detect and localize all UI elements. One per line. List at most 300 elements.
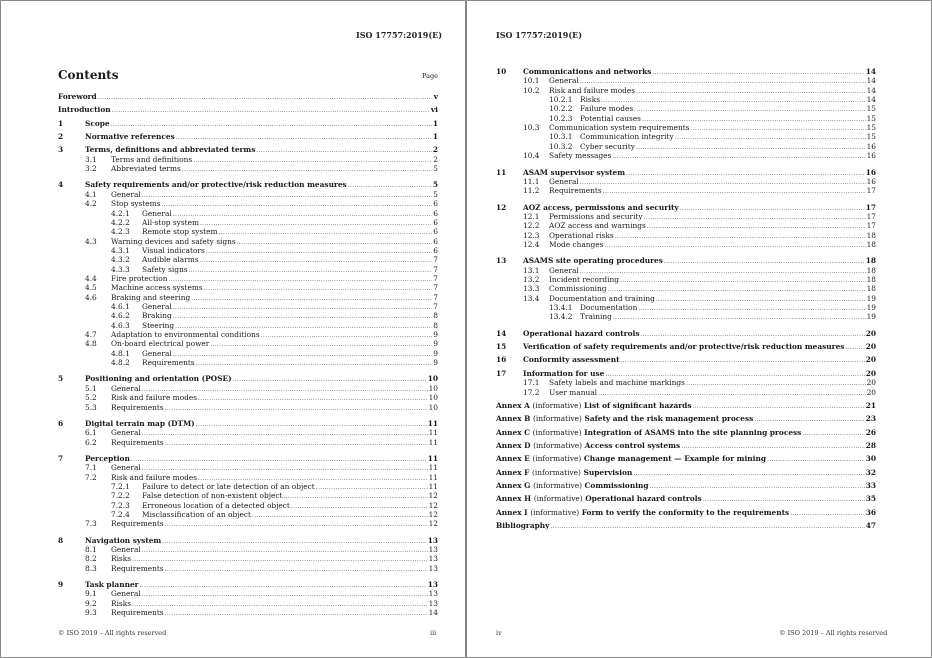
toc-entry-title [496, 468, 632, 478]
toc-leader-dots [633, 469, 864, 479]
toc-entry-page: 18 [866, 284, 876, 294]
toc-entry-number: 13.4.2 [549, 312, 573, 322]
toc-entry-title: Scope [85, 118, 110, 128]
toc-entry-title: Training [580, 312, 612, 322]
toc-entry[interactable] [58, 119, 438, 129]
toc-entry-title: Risks [580, 95, 600, 105]
toc-entry-page: 10 [428, 402, 438, 412]
toc-entry-number: 10.2.3 [549, 113, 573, 123]
toc-entry[interactable] [496, 355, 876, 365]
toc-leader-dots [613, 313, 866, 323]
toc-entry-title: Incident recording [549, 275, 619, 284]
toc-entry-title: Requirements [111, 402, 164, 412]
toc-leader-dots [703, 495, 865, 505]
toc-entry-page: 11 [428, 481, 438, 491]
toc-entry-number: 7.2.4 [111, 510, 130, 519]
toc-title-text: List of significant hazards [583, 400, 692, 410]
toc-title-text: Form to verify the conformity to the requirements [581, 507, 790, 517]
toc-entry-number: 7.2.2 [111, 491, 130, 501]
toc-entry-page: 14 [428, 608, 438, 618]
toc-entry-title: ASAM supervisor system [523, 167, 626, 177]
toc-entry[interactable] [58, 132, 438, 142]
toc-entry-number: 4.8.2 [111, 358, 130, 368]
toc-entry-page: 1 [432, 132, 438, 142]
toc-entry-title: Remote stop system [142, 227, 218, 237]
toc-entry-title: Introduction [58, 105, 111, 115]
toc-entry[interactable] [58, 438, 438, 448]
toc-entry-title: General [111, 189, 141, 199]
toc-entry-page: 13 [427, 535, 438, 545]
toc-entry-number: 4.1 [85, 189, 97, 199]
toc-entry-title [496, 508, 789, 518]
toc-entry-title: Foreword [58, 92, 97, 101]
toc-entry[interactable] [496, 428, 876, 438]
toc-entry-page: 10 [428, 393, 438, 403]
toc-entry-number: 17.2 [523, 387, 540, 397]
toc-entry-number: 4.7 [85, 330, 97, 340]
toc-title-text: Operational hazard controls [585, 494, 702, 504]
document-page-iv [467, 1, 931, 657]
toc-title-text: Access control systems [584, 440, 681, 450]
toc-entry-title [496, 454, 766, 464]
toc-entry-page: 13 [427, 580, 438, 590]
toc-entry-title: Mode changes [549, 239, 604, 249]
toc-entry-page: 11 [428, 428, 438, 438]
toc-entry-number: 3 [58, 145, 64, 155]
toc-leader-dots [767, 455, 865, 465]
toc-entry-page: 15 [866, 104, 876, 114]
toc-entry-page: 9 [433, 339, 438, 349]
toc-annex-note: (informative) [532, 454, 582, 464]
toc-leader-dots [640, 330, 864, 340]
copyright-footer: © ISO 2019 – All rights reserved [58, 629, 167, 637]
page-header: ISO 17757:2019(E) [496, 30, 582, 40]
toc-entry-page: 11 [428, 472, 438, 482]
toc-entry-page: 14 [866, 76, 876, 86]
toc-entry-title: Communication integrity [580, 132, 674, 142]
toc-entry[interactable] [496, 454, 876, 464]
toc-entry-number: 5.2 [85, 393, 97, 403]
toc-annex-label: Annex C [496, 427, 531, 437]
toc-entry-number: 13.3 [523, 284, 540, 294]
toc-entry-page: 5 [432, 180, 438, 190]
toc-title-text: Integration of ASAMS into the site planning process [584, 427, 802, 437]
toc-entry-title: Braking and steering [111, 292, 191, 302]
toc-entry-title: Risk and failure modes [549, 85, 636, 95]
toc-entry-number: 4.2.2 [111, 217, 130, 227]
toc-entry[interactable] [496, 329, 876, 339]
toc-entry-number: 4.4 [85, 273, 97, 283]
toc-entry-page: 12 [428, 519, 438, 529]
toc-entry[interactable] [496, 186, 876, 196]
toc-entry-page: 9 [433, 348, 438, 358]
toc-entry-title [496, 494, 702, 504]
toc-entry-title: Requirements [111, 563, 164, 573]
toc-entry-number: 13.1 [523, 265, 540, 275]
toc-entry-number: 6.1 [85, 428, 97, 438]
toc-entry-number: 7.2.3 [111, 500, 130, 510]
toc-entry-title [496, 441, 680, 451]
toc-entry-page: 7 [433, 273, 438, 283]
toc-entry-title: Risk and failure modes [111, 472, 198, 482]
toc-entry-number: 1 [58, 118, 64, 128]
toc-entry-number: 11.2 [523, 186, 540, 196]
page-number: iii [430, 629, 437, 637]
toc-entry-title: False detection of non-existent object [142, 491, 283, 501]
toc-entry-number: 5.1 [85, 383, 97, 393]
toc-entry-number: 10.3.2 [549, 141, 573, 151]
toc-entry-number: 4.2 [85, 199, 97, 209]
toc-entry-number: 8 [58, 535, 64, 545]
toc-annex-note: (informative) [532, 400, 582, 410]
toc-annex-label: Annex F [496, 467, 530, 477]
toc-entry-number: 4.3.3 [111, 264, 130, 274]
toc-entry-number: 10.1 [523, 76, 540, 86]
toc-entry-page: 28 [865, 440, 876, 450]
toc-entry[interactable] [58, 403, 438, 413]
toc-entry-title [496, 401, 692, 411]
toc-entry-number: 10.2.1 [549, 95, 573, 105]
toc-entry-page: 11 [427, 418, 438, 428]
toc-entry-number: 4.8.1 [111, 348, 130, 358]
toc-entry-page: 12 [428, 491, 438, 501]
toc-leader-dots [165, 565, 428, 575]
toc-entry-page: 15 [866, 132, 876, 142]
toc-leader-dots [693, 402, 865, 412]
contents-heading: Contents [58, 68, 119, 82]
toc-entry-number: 3.2 [85, 164, 97, 174]
toc-entry-title: General [111, 589, 141, 599]
toc-entry-title: Terms, definitions and abbreviated terms [85, 145, 256, 155]
toc-entry-number: 4.6 [85, 292, 97, 302]
toc-entry-page: 14 [866, 85, 876, 95]
toc-entry-number: 4.2.3 [111, 227, 130, 237]
toc-entry-number: 7.2.1 [111, 481, 130, 491]
toc-entry-number: 7 [58, 453, 64, 463]
toc-leader-dots [845, 343, 864, 353]
toc-entry-number: 3.1 [85, 154, 97, 164]
toc-entry-page: 8 [433, 311, 438, 321]
toc-entry-title: Operational hazard controls [523, 328, 640, 338]
toc-entry-page: 13 [428, 545, 438, 555]
toc-entry-title: Safety signs [142, 264, 188, 274]
toc-entry[interactable] [496, 441, 876, 451]
toc-entry-title: Risks [111, 598, 131, 608]
toc-leader-dots [790, 509, 865, 519]
toc-entry-page: 18 [866, 239, 876, 249]
toc-entry-number: 12.1 [523, 211, 540, 221]
toc-entry-number: 5.3 [85, 402, 97, 412]
toc-entry[interactable] [496, 521, 876, 531]
toc-entry-page: 19 [866, 312, 876, 322]
toc-entry[interactable] [58, 608, 438, 618]
toc-entry-title: Permissions and security [549, 211, 643, 221]
toc-entry[interactable] [58, 164, 438, 174]
toc-entry-page: 13 [428, 563, 438, 573]
toc-entry[interactable] [58, 358, 438, 368]
toc-entry-page: 17 [866, 211, 876, 221]
toc-entry-number: 4.6.3 [111, 320, 130, 330]
toc-entry-page: 16 [866, 141, 876, 151]
toc-entry-page: 11 [427, 453, 438, 463]
toc-leader-dots [112, 106, 430, 116]
document-page-iii [1, 1, 465, 657]
toc-entry-number: 12.3 [523, 230, 540, 240]
toc-annex-label: Annex A [496, 400, 530, 410]
toc-entry-page: 20 [866, 387, 876, 397]
toc-entry-number: 4.3 [85, 236, 97, 246]
toc-entry-title: Requirements [111, 608, 164, 618]
toc-entry-number: 10.4 [523, 151, 540, 161]
toc-entry-page: 17 [866, 221, 876, 231]
toc-entry[interactable] [496, 414, 876, 424]
toc-leader-dots [681, 442, 865, 452]
toc-entry-page: 6 [433, 199, 438, 209]
toc-title-text: Commissioning [584, 480, 649, 490]
toc-entry-title: On-board electrical power [111, 339, 210, 349]
toc-entry-title: Normative references [85, 132, 175, 142]
toc-entry-page: 7 [433, 264, 438, 274]
toc-entry-page: vi [430, 105, 438, 115]
toc-entry-title: Stop systems [111, 199, 161, 209]
toc-entry[interactable] [58, 105, 438, 115]
toc-entry-title: Digital terrain map (DTM) [85, 418, 195, 428]
toc-entry-title: General [111, 545, 141, 555]
toc-entry-number: 12.2 [523, 221, 540, 231]
toc-leader-dots [182, 165, 433, 175]
toc-entry-number: 4.3.1 [111, 245, 130, 255]
toc-entry-number: 7.3 [85, 519, 97, 529]
toc-entry-page: v [433, 92, 438, 101]
toc-entry-page: 20 [865, 342, 876, 352]
toc-entry-title: Failure modes [580, 104, 634, 114]
toc-annex-note: (informative) [533, 494, 583, 504]
toc-entry-number: 5 [58, 374, 64, 384]
toc-entry[interactable] [496, 508, 876, 518]
toc-entry-title: General [142, 208, 172, 218]
toc-entry-page: 15 [866, 123, 876, 133]
toc-entry-number: 9.2 [85, 598, 97, 608]
page-header: ISO 17757:2019(E) [356, 30, 442, 40]
toc-entry-title: Documentation and training [549, 293, 655, 303]
toc-entry-title: Fire protection [111, 273, 168, 283]
toc-entry[interactable] [58, 564, 438, 574]
toc-entry-page: 6 [433, 236, 438, 246]
toc-leader-dots [98, 93, 433, 103]
toc-entry-title: All-stop system [142, 217, 199, 227]
toc-entry-number: 10.3 [523, 123, 540, 133]
toc-entry-number: 10 [496, 67, 507, 76]
toc-entry-number: 4.3.2 [111, 255, 130, 265]
toc-entry-title: Positioning and orientation (POSE) [85, 374, 232, 384]
toc-entry-number: 14 [496, 328, 507, 338]
toc-entry-title: Potential causes [580, 113, 641, 123]
toc-entry-title: General [111, 428, 141, 438]
toc-leader-dots [603, 187, 866, 197]
toc-entry[interactable] [496, 388, 876, 398]
toc-leader-dots [165, 439, 428, 449]
toc-entry-page: 10 [428, 383, 438, 393]
toc-entry[interactable] [496, 401, 876, 411]
toc-leader-dots [612, 152, 865, 162]
toc-entry-number: 8.2 [85, 554, 97, 564]
toc-entry-number: 16 [496, 355, 507, 365]
toc-entry-title: Commissioning [549, 284, 607, 294]
toc-entry-number: 8.1 [85, 545, 97, 555]
toc-leader-dots [754, 415, 864, 425]
toc-entry-page: 5 [433, 164, 438, 174]
toc-entry-page: 36 [865, 507, 876, 517]
toc-entry-number: 8.3 [85, 563, 97, 573]
toc-entry[interactable] [496, 494, 876, 504]
toc-entry-page: 11 [428, 463, 438, 473]
toc-entry-title: Safety requirements and/or protective/risk reduction measures [85, 180, 347, 190]
toc-annex-note: (informative) [532, 427, 582, 437]
toc-entry[interactable] [496, 151, 876, 161]
toc-entry-number: 4.2.1 [111, 208, 130, 218]
toc-leader-dots [165, 609, 428, 619]
toc-entry-title: General [549, 76, 579, 86]
toc-entry-page: 35 [865, 494, 876, 504]
toc-annex-label: Annex B [496, 414, 531, 424]
toc-entry-page: 15 [866, 113, 876, 123]
toc-leader-dots [196, 359, 433, 369]
toc-entry-page: 5 [433, 189, 438, 199]
toc-entry-title: Conformity assessment [523, 355, 620, 365]
toc-entry[interactable] [496, 468, 876, 478]
toc-entry-title: Safety labels and machine markings [549, 378, 685, 388]
toc-annex-note: (informative) [533, 480, 582, 490]
toc-entry-page: 11 [428, 437, 438, 447]
toc-entry-number: 9.1 [85, 589, 97, 599]
toc-entry-title: Visual indicators [142, 245, 205, 255]
toc-entry-number: 17.1 [523, 378, 540, 388]
toc-entry-number: 9.3 [85, 608, 97, 618]
toc-annex-note: (informative) [530, 507, 580, 517]
toc-entry-title: Communication system requirements [549, 123, 690, 133]
toc-entry-title: User manual [549, 387, 597, 397]
toc-entry-number: 15 [496, 342, 507, 352]
toc-title-text: Supervision [583, 467, 633, 477]
toc-entry[interactable] [496, 342, 876, 352]
toc-leader-dots [111, 120, 432, 130]
toc-annex-note: (informative) [533, 414, 582, 424]
toc-entry-title: General [111, 383, 141, 393]
toc-entry-title: Safety messages [549, 151, 612, 161]
toc-entry[interactable] [496, 312, 876, 322]
toc-entry-title: Communications and networks [523, 67, 652, 76]
toc-entry-page: 9 [433, 330, 438, 340]
toc-entry-page: 14 [866, 95, 876, 105]
toc-entry-number: 6 [58, 418, 64, 428]
toc-entry-title: Steering [142, 320, 175, 330]
toc-annex-note: (informative) [533, 440, 583, 450]
toc-title-text: Safety and the risk management process [584, 414, 754, 424]
toc-entry-page: 9 [433, 358, 438, 368]
toc-entry-title: Task planner [85, 580, 139, 590]
toc-annex-label: Annex D [496, 440, 531, 450]
toc-entry-title [496, 481, 649, 491]
toc-entry-number: 12.4 [523, 239, 540, 249]
toc-entry-number: 13 [496, 256, 507, 266]
toc-entry-page: 30 [865, 454, 876, 464]
toc-entry-page: 23 [865, 414, 876, 424]
toc-entry-page: 21 [865, 400, 876, 410]
toc-entry-page: 6 [433, 217, 438, 227]
toc-entry-page: 18 [866, 265, 876, 275]
toc-entry-number: 12 [496, 202, 507, 212]
toc-leader-dots [621, 356, 865, 366]
toc-title-text: Change management — Example for mining [583, 454, 767, 464]
toc-title-text: Bibliography [496, 521, 550, 530]
toc-entry-page: 13 [428, 589, 438, 599]
toc-entry-page: 20 [866, 378, 876, 388]
toc-annex-label: Annex I [496, 507, 528, 517]
toc-entry-number: 4.5 [85, 283, 97, 293]
toc-entry-page: 6 [433, 208, 438, 218]
toc-entry-number: 11 [496, 167, 507, 177]
toc-entry-title [496, 428, 801, 438]
toc-entry-title: Navigation system [85, 535, 162, 545]
toc-entry-title: Documentation [580, 303, 638, 313]
toc-entry-page: 26 [865, 427, 876, 437]
toc-entry-page: 20 [865, 328, 876, 338]
toc-entry-page: 19 [866, 303, 876, 313]
toc-entry-title: Requirements [111, 437, 164, 447]
toc-entry-number: 4 [58, 180, 64, 190]
toc-entry-title [496, 414, 753, 424]
toc-entry-page: 18 [866, 230, 876, 240]
toc-entry-page: 16 [866, 176, 876, 186]
toc-leader-dots [802, 429, 864, 439]
toc-annex-label: Annex H [496, 494, 532, 504]
toc-entry-page: 13 [428, 554, 438, 564]
toc-entry-page: 7 [433, 292, 438, 302]
toc-entry-number: 10.2 [523, 85, 540, 95]
toc-entry-number: 7.2 [85, 472, 97, 482]
toc-entry-number: 11.1 [523, 176, 540, 186]
toc-entry-title: AOZ access and warnings [549, 221, 646, 231]
toc-entry-title: Failure to detect or late detection of an object [142, 481, 315, 491]
toc-entry-number: 4.8 [85, 339, 97, 349]
toc-leader-dots [650, 482, 865, 492]
toc-leader-dots [598, 389, 866, 399]
toc-entry-number: 7.1 [85, 463, 97, 473]
toc-entry-page: 16 [866, 151, 876, 161]
toc-entry-number: 4.6.1 [111, 302, 130, 311]
toc-entry[interactable] [58, 519, 438, 529]
toc-annex-label: Annex E [496, 454, 530, 464]
toc-leader-dots [176, 133, 432, 143]
toc-entry-page: 2 [432, 145, 438, 155]
toc-entry-page: 18 [865, 256, 876, 266]
toc-entry-page: 14 [865, 67, 876, 76]
toc-entry-title: Erroneous location of a detected object [142, 500, 290, 510]
toc-entry-title: Cyber security [580, 141, 635, 151]
toc-entry-page: 17 [865, 202, 876, 212]
toc-entry-title: General [142, 302, 172, 311]
toc-entry-title: AOZ access, permissions and security [523, 202, 679, 212]
toc-entry-page: 19 [866, 293, 876, 303]
toc-entry-page: 47 [865, 521, 876, 530]
toc-entry[interactable] [496, 240, 876, 250]
toc-entry-page: 7 [433, 255, 438, 265]
toc-entry[interactable] [58, 92, 438, 102]
toc-leader-dots [550, 522, 864, 532]
toc-entry-title: Risk and failure modes [111, 393, 198, 403]
toc-entry[interactable] [496, 481, 876, 491]
toc-entry-page: 18 [866, 275, 876, 284]
